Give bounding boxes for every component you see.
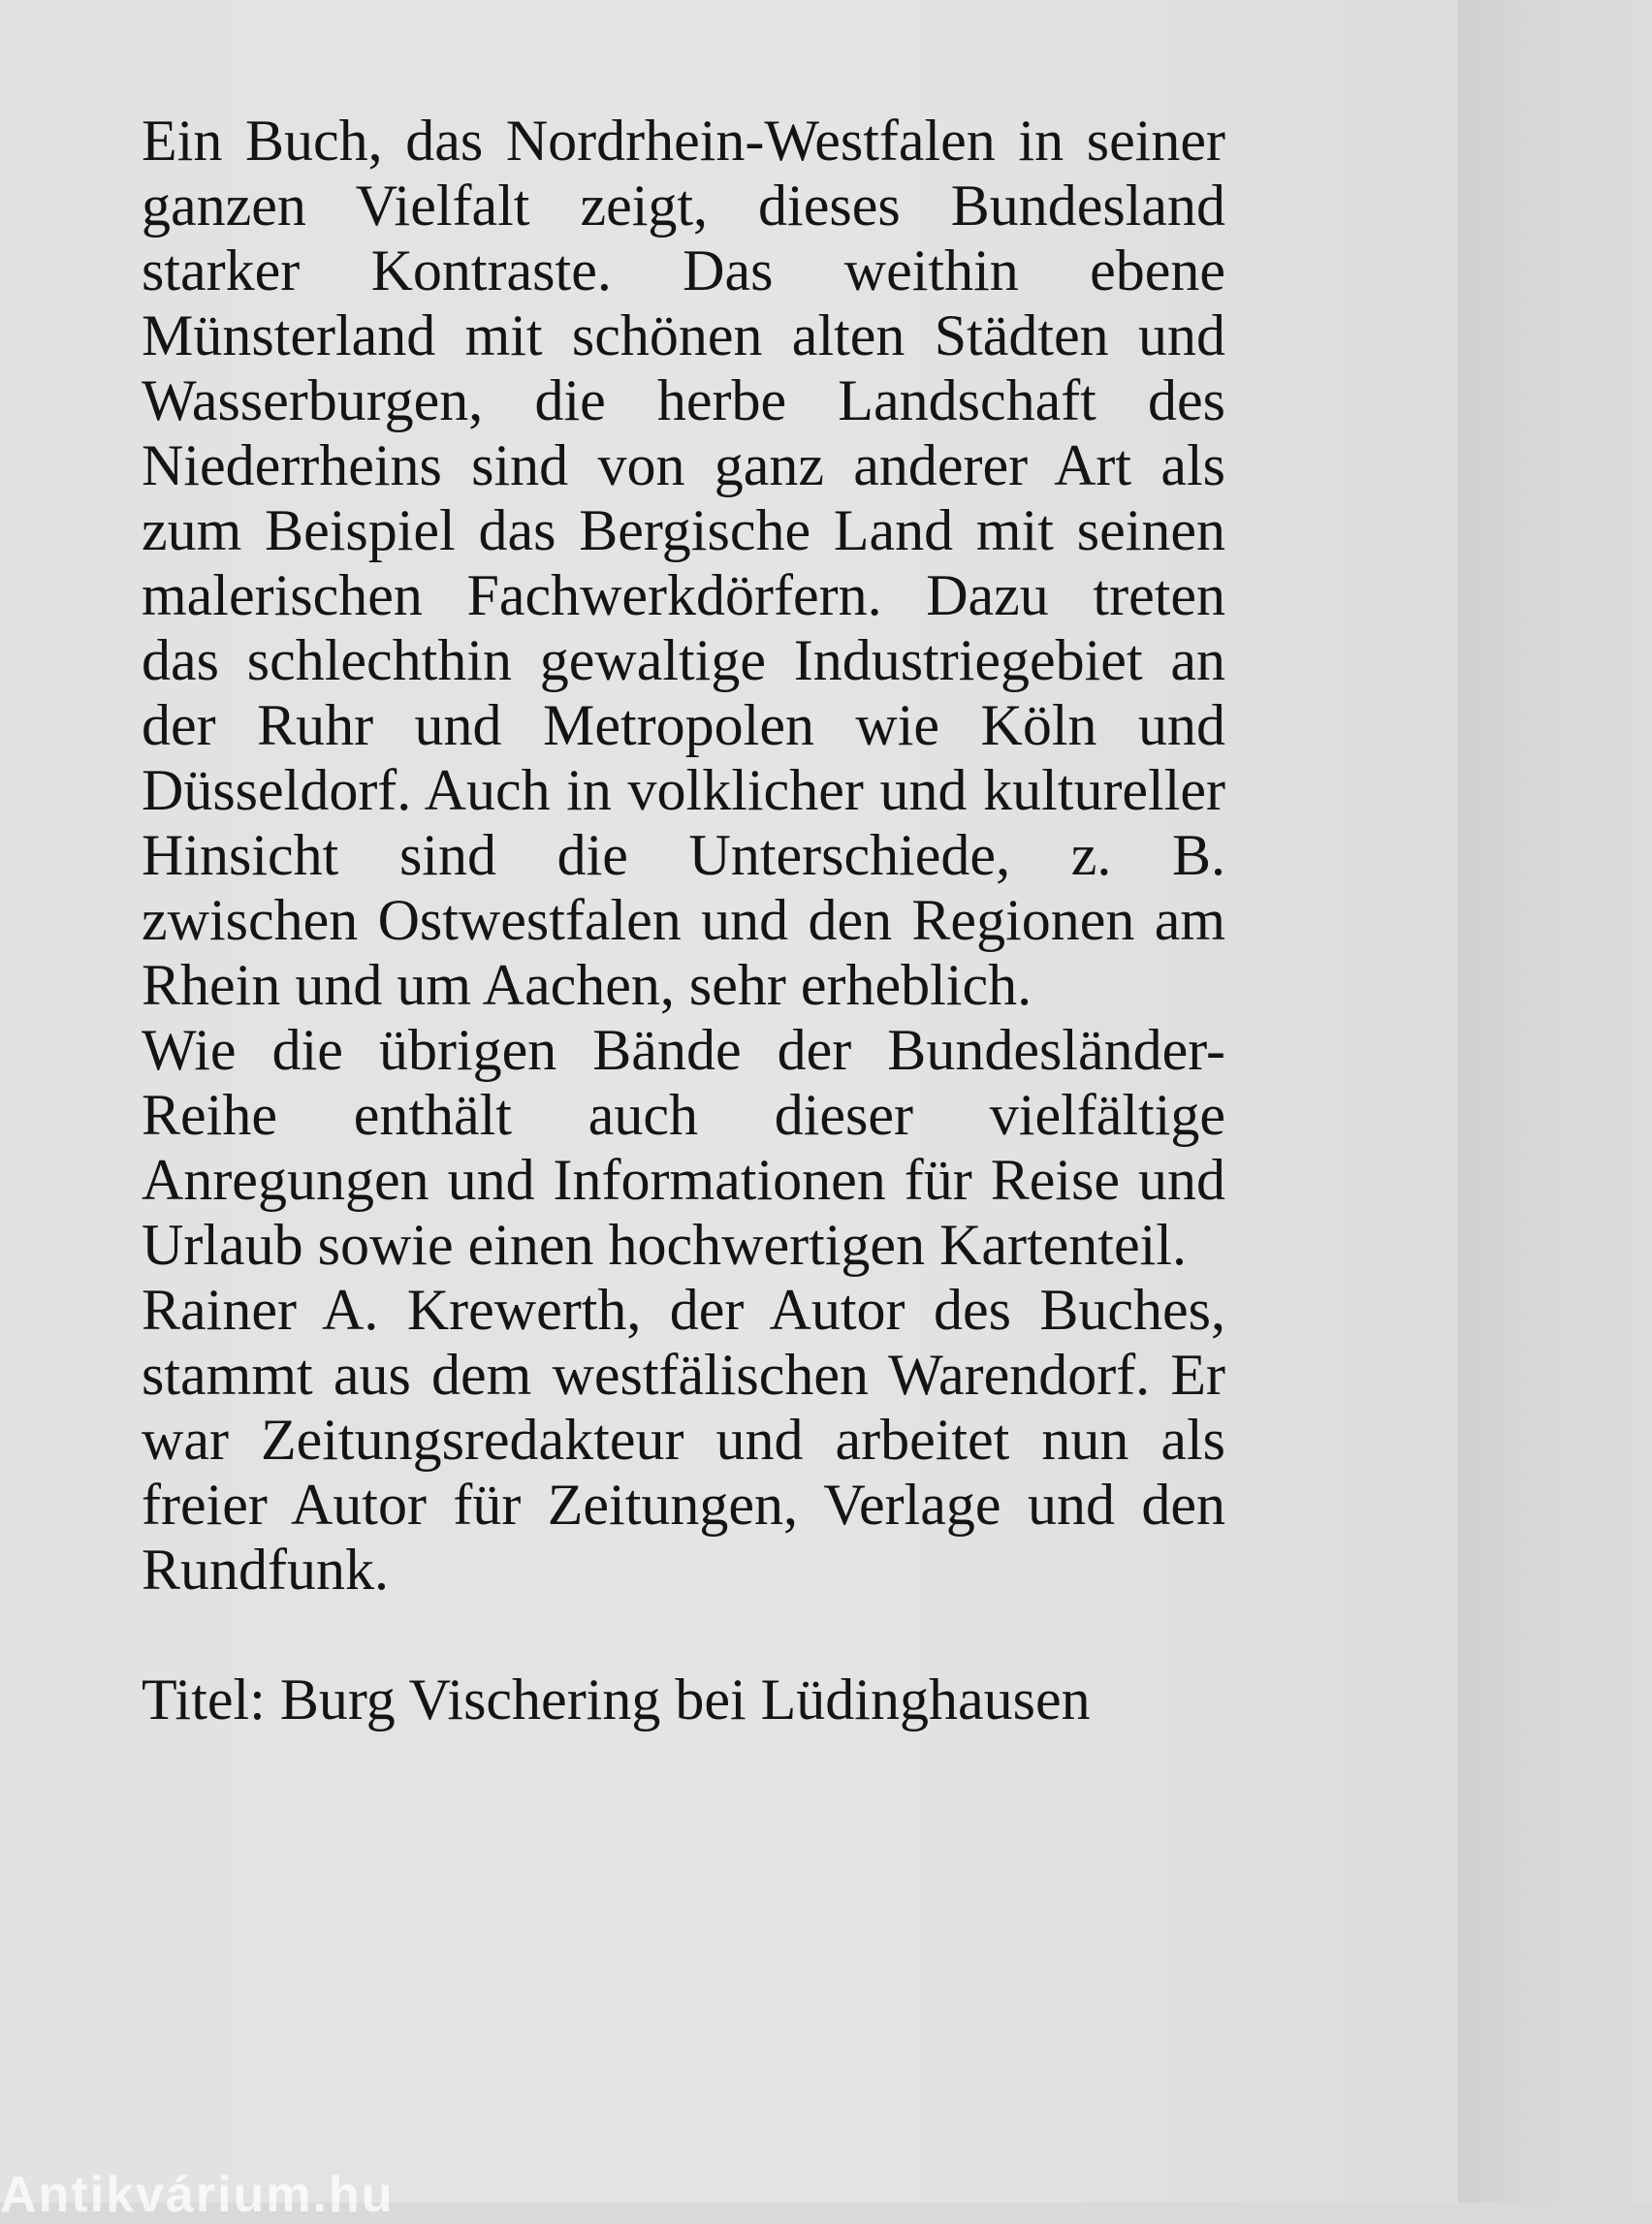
watermark: Antikvárium.hu <box>0 2167 395 2223</box>
paragraph-series: Wie die übrigen Bände der Bundesländer-Reihe enthält auch dieser vielfältige Anregungen und Informationen für Reise und Urlaub sowie einen hochwertigen Kartenteil. <box>142 1018 1225 1277</box>
paragraph-intro: Ein Buch, das Nordrhein-Westfalen in seiner ganzen Vielfalt zeigt, dieses Bundesland starker Kontraste. Das weithin ebene Münsterland mit schönen alten Städten und Wasserburgen, die herbe Landschaft des Niederrheins sind von ganz anderer Art als zum Beispiel das Bergische Land mit seinen malerischen Fachwerkdörfern. Dazu treten das schlechthin gewaltige Industriegebiet an der Ruhr und Metropolen wie Köln und Düsseldorf. Auch in volklicher und kultureller Hinsicht sind die Unterschiede, z. B. zwischen Ostwestfalen und den Regionen am Rhein und um Aachen, sehr erheblich. <box>142 109 1225 1017</box>
page-edge <box>1458 0 1652 2203</box>
text-block <box>142 109 1225 1732</box>
paragraph-author: Rainer A. Krewerth, der Autor des Buches, stammt aus dem westfälischen Warendorf. Er war Zeitungsredakteur und arbeitet nun als freier Autor für Zeitungen, Verlage und den Rundfunk. <box>142 1278 1225 1602</box>
cover-caption: Titel: Burg Vischering bei Lüdinghausen <box>142 1668 1091 1732</box>
